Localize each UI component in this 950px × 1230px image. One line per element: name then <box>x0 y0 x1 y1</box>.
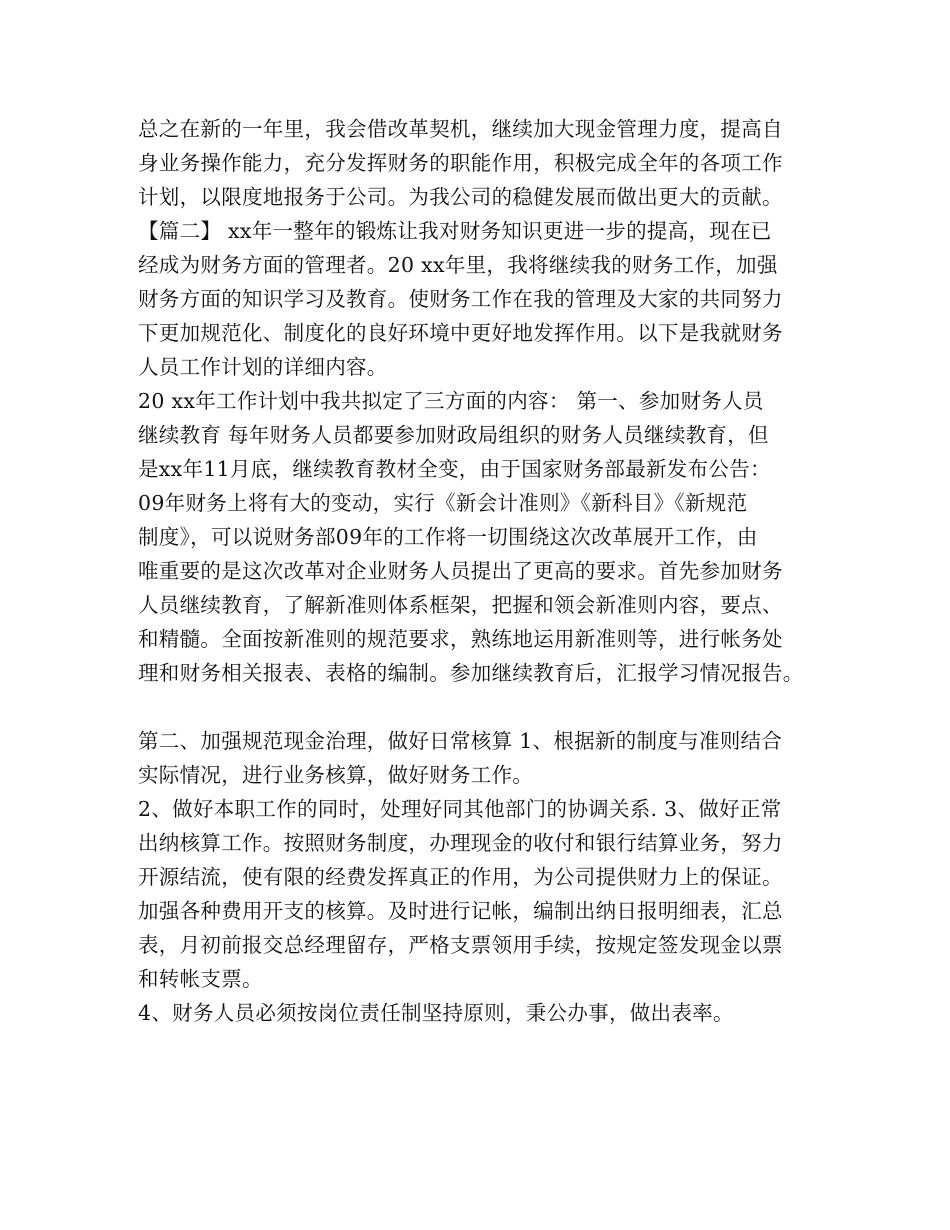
text-line: 唯重要的是这次改革对企业财务人员提出了更高的要求。首先参加财务 <box>138 559 783 583</box>
text-line: 加强各种费用开支的核算。及时进行记帐，编制出纳日报明细表，汇总 <box>138 899 783 923</box>
text-line: 人员继续教育，了解新准则体系框架，把握和领会新准则内容，要点、 <box>138 593 783 617</box>
text-line: 总之在新的一年里，我会借改革契机，继续加大现金管理力度，提高自 <box>138 117 783 141</box>
text-line: 2、做好本职工作的同时，处理好同其他部门的协调关系. 3、做好正常 <box>138 797 782 821</box>
text-line: 表，月初前报交总经理留存，严格支票领用手续，按规定签发现金以票 <box>138 933 783 957</box>
text-line: 理和财务相关报表、表格的编制。参加继续教育后，汇报学习情况报告。 <box>138 661 804 685</box>
text-line: 是xx年11月底，继续教育教材全变，由于国家财务部最新发布公告： <box>138 457 771 481</box>
text-line: 实际情况，进行业务核算，做好财务工作。 <box>138 763 534 787</box>
text-line: 财务方面的知识学习及教育。使财务工作在我的管理及大家的共同努力 <box>138 287 783 311</box>
text-line: 开源结流，使有限的经费发挥真正的作用，为公司提供财力上的保证。 <box>138 865 783 889</box>
text-line: 和转帐支票。 <box>138 967 263 991</box>
text-line: 4、财务人员必须按岗位责任制坚持原则，秉公办事，做出表率。 <box>138 1001 734 1025</box>
text-line: 20 xx年工作计划中我共拟定了三方面的内容： 第一、参加财务人员 <box>138 389 764 413</box>
text-line: 第二、加强规范现金治理，做好日常核算 1、根据新的制度与准则结合 <box>138 729 783 753</box>
text-line: 和精髓。全面按新准则的规范要求，熟练地运用新准则等，进行帐务处 <box>138 627 783 651</box>
text-line: 09年财务上将有大的变动，实行《新会计准则》《新科目》《新规范 <box>138 491 748 515</box>
paragraph-gap <box>138 690 838 724</box>
text-line: 制度》，可以说财务部09年的工作将一切围绕这次改革展开工作，由 <box>138 525 758 549</box>
text-line: 继续教育 每年财务人员都要参加财政局组织的财务人员继续教育，但 <box>138 423 769 447</box>
text-line: 计划，以限度地报务于公司。为我公司的稳健发展而做出更大的贡献。 <box>138 185 783 209</box>
text-line: 下更加规范化、制度化的良好环境中更好地发挥作用。以下是我就财务 <box>138 321 783 345</box>
text-line: 经成为财务方面的管理者。20 xx年里，我将继续我的财务工作，加强 <box>138 253 778 277</box>
text-line: 人员工作计划的详细内容。 <box>138 355 388 379</box>
text-line: 身业务操作能力，充分发挥财务的职能作用，积极完成全年的各项工作 <box>138 151 783 175</box>
text-line: 出纳核算工作。按照财务制度，办理现金的收付和银行结算业务，努力 <box>138 831 783 855</box>
text-line: 【篇二】 xx年一整年的锻炼让我对财务知识更进一步的提高，现在已 <box>138 219 772 243</box>
document-body <box>138 112 838 1030</box>
